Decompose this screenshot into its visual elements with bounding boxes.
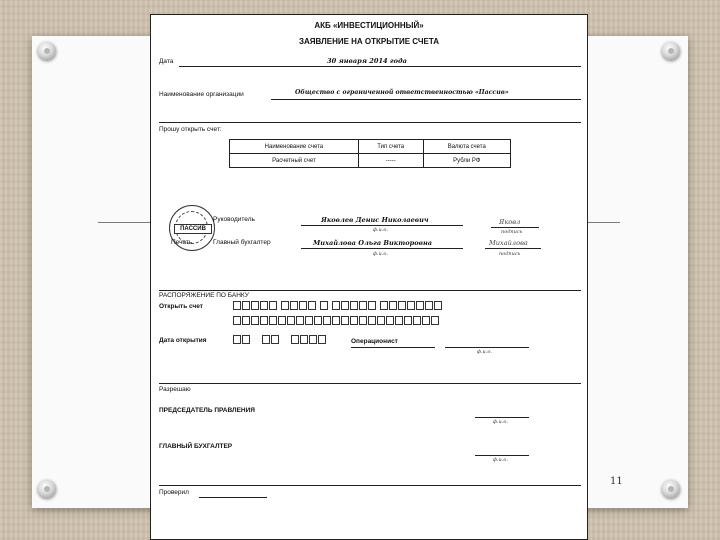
operationist-name-line [445,347,529,348]
checked-label: Проверил [159,489,189,496]
account-number-boxes-row2 [233,316,440,325]
date-line [179,66,581,67]
table-cell: Рубли РФ [423,154,510,168]
slide-number: 11 [610,476,623,487]
chief-accountant-line [475,455,529,456]
checked-top-line [159,485,581,486]
permit-label: Разрешаю [159,386,191,393]
request-label: Прошу открыть счет: [159,126,222,133]
form-title: ЗАЯВЛЕНИЕ НА ОТКРЫТИЕ СЧЕТА [299,37,439,46]
accountant-label: Главный бухгалтер [213,239,271,246]
director-signature-caption: подпись [501,229,523,235]
director-name-caption: ф.и.о. [373,227,388,233]
director-name: Яковлев Денис Николаевич [321,216,429,224]
checked-line [199,497,267,498]
table-header: Валюта счета [423,140,510,154]
operationist-line [351,347,435,348]
table-header: Тип счета [358,140,423,154]
accountant-signature: Михайлова [489,239,528,247]
stamp-text: ПАССИВ [174,224,212,234]
table-header: Наименование счета [230,140,359,154]
open-date-boxes [233,335,327,344]
organization-line [271,99,581,100]
director-label: Руководитель [213,216,255,223]
pushpin-icon [662,480,680,498]
chairman-caption: ф.и.о. [493,419,508,425]
table-row [230,154,511,168]
accountant-name-line [301,248,463,249]
organization-label: Наименование организации [159,91,244,98]
application-form [150,14,588,540]
account-table [229,139,511,168]
divider [98,222,150,223]
chief-accountant-label: ГЛАВНЫЙ БУХГАЛТЕР [159,443,233,450]
divider [588,222,620,223]
director-signature-line [491,227,539,228]
chairman-label: ПРЕДСЕДАТЕЛЬ ПРАВЛЕНИЯ [159,407,255,414]
table-cell: ----- [358,154,423,168]
date-value: 30 января 2014 года [327,57,407,65]
director-name-line [301,225,463,226]
pushpin-icon [662,42,680,60]
open-account-label: Открыть счет [159,303,203,310]
accountant-signature-line [485,248,541,249]
director-signature: Яковл [499,218,521,226]
account-number-boxes-row1 [233,301,443,310]
pushpin-icon [38,42,56,60]
date-label: Дата [159,58,174,65]
order-heading: РАСПОРЯЖЕНИЕ ПО БАНКУ [159,292,249,299]
pushpin-icon [38,480,56,498]
open-date-label: Дата открытия [159,337,207,344]
order-top-line [159,290,581,291]
organization-value: Общество с ограниченной ответственностью «Пассив» [295,89,509,96]
table-cell: Расчетный счет [230,154,359,168]
accountant-name: Михайлова Ольга Викторовна [313,239,433,247]
chairman-line [475,417,529,418]
accountant-signature-caption: подпись [499,251,521,257]
bank-name: АКБ «ИНВЕСТИЦИОННЫЙ» [314,21,424,30]
operationist-caption: ф.и.о. [477,349,492,355]
stamp-label: Печать [171,239,193,246]
accountant-name-caption: ф.и.о. [373,251,388,257]
operationist-label: Операционист [351,338,398,345]
permit-top-line [159,383,581,384]
chief-accountant-caption: ф.и.о. [493,457,508,463]
separator-line [159,122,581,123]
